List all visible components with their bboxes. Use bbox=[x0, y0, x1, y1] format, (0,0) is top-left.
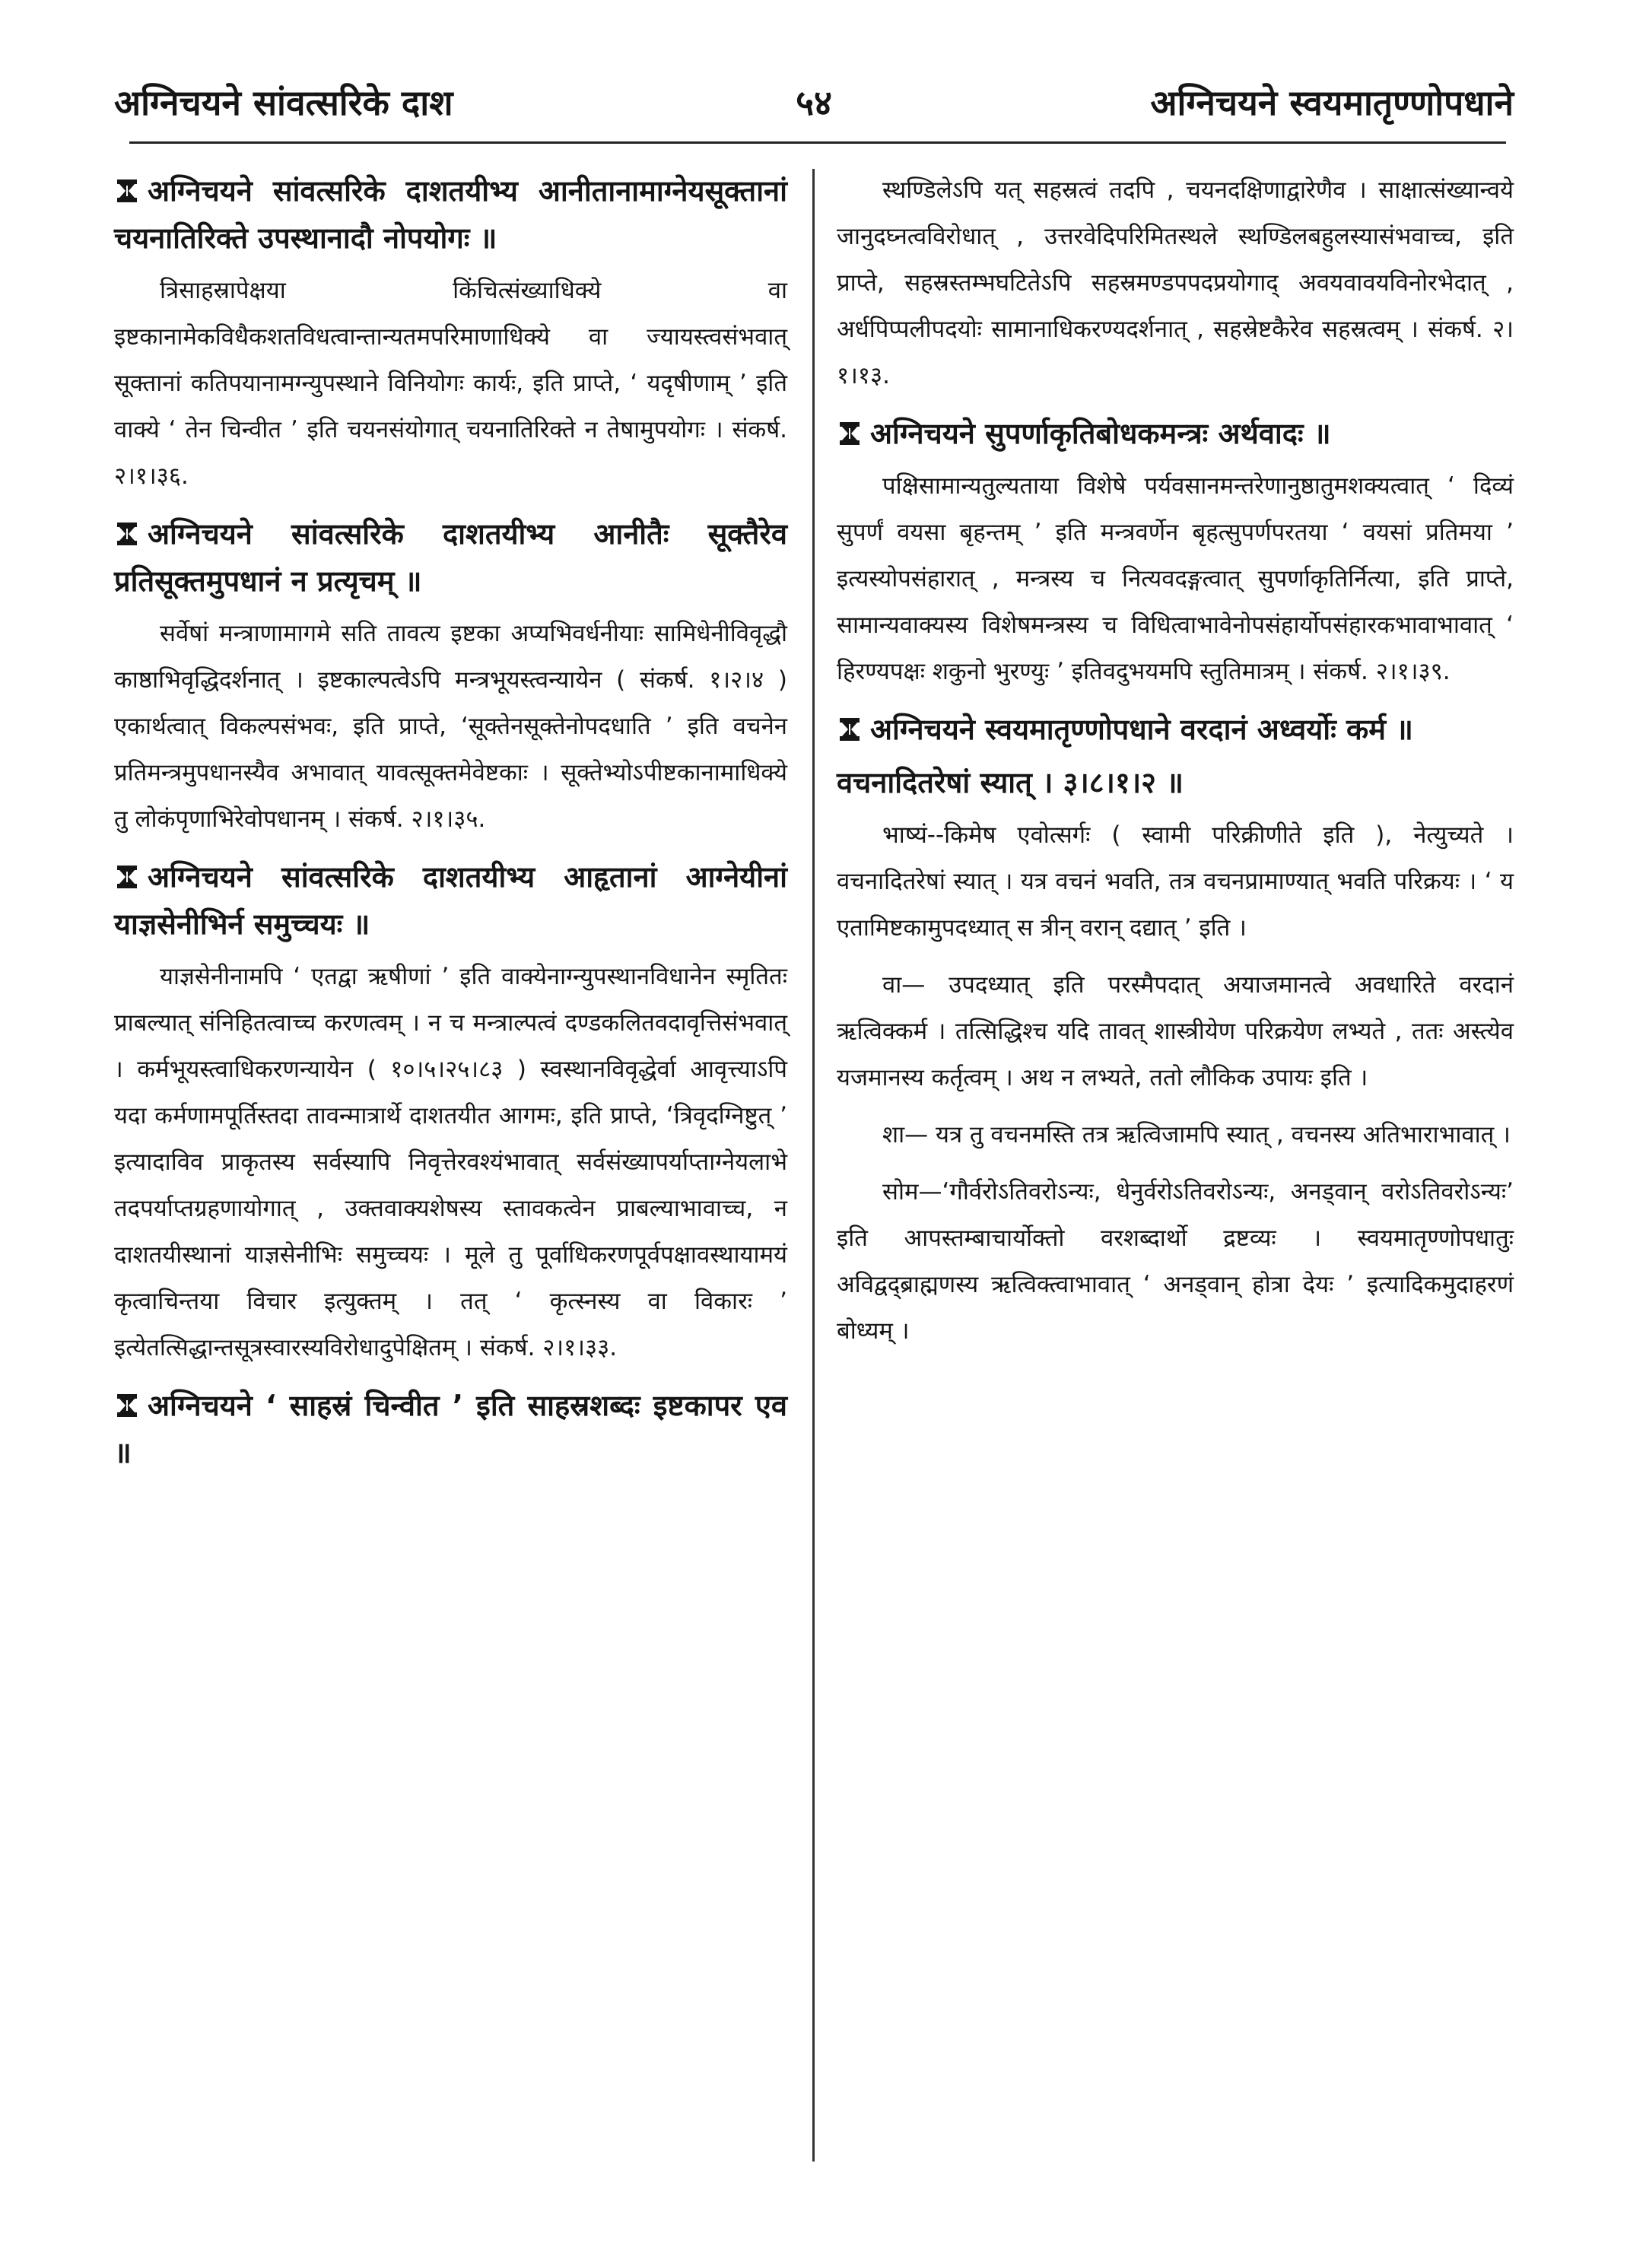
paragraph: सर्वेषां मन्त्राणामागमे सति तावत्य इष्टका अप्यभिवर्धनीयाः सामिधेनीविवृद्धौ काष्ठाभिवृद्धिदर्शनात् । इष्टकाल्पत्वेऽपि मन्त्रभूयस्त्वन्यायेन ( संकर्ष. १।२।४ ) एकार्थत्वात् विकल्पसंभवः, इति प्राप्ते, ‘सूक्तेनसूक्तेनोपदधाति ’ इति वचनेन प्रतिमन्त्रमुपधानस्यैव अभावात् यावत्सूक्तमेवेष्टकाः । सूक्तेभ्योऽपीष्टकानामाधिक्ये तु लोकंपृणाभिरेवोपधानम् । संकर्ष. २।१।३५. bbox=[114, 620, 787, 833]
page-number: ५४ bbox=[796, 82, 832, 123]
commentary-paragraph: वा— उपदध्यात् इति परस्मैपदात् अयाजमानत्वे अवधारिते वरदानं ऋत्विक्कर्म । तत्सिद्धिश्च यदि तावत् शास्त्रीयेण परिक्रयेण लभ्यते , ततः अस्त्येव यजमानस्य कर्तृत्वम् । अथ न लभ्यते, ततो लौकिक उपायः इति । bbox=[837, 971, 1514, 1091]
section-mark-icon bbox=[114, 1393, 140, 1418]
section-heading bbox=[114, 167, 787, 262]
paragraph: स्थण्डिलेऽपि यत् सहस्रत्वं तदपि , चयनदक्षिणाद्वारेणैव । साक्षात्संख्यान्वये जानुदघ्नत्वविरोधात् , उत्तरवेदिपरिमितस्थले स्थण्डिलबहुलस्यासंभवाच्च, इति प्राप्ते, सहस्रस्तम्भघटितेऽपि सहस्रमण्डपपदप्रयोगाद् अवयवावयविनोरभेदात् , अर्धपिप्पलीपदयोः सामानाधिकरण्यदर्शनात् , सहस्रेष्टकैरेव सहस्रत्वम् । संकर्ष. २।१।१३. bbox=[837, 176, 1514, 389]
section-heading bbox=[837, 410, 1514, 457]
section-heading bbox=[114, 510, 787, 605]
header-right-title: अग्निचयने स्वयमातृण्णोपधाने bbox=[1150, 82, 1514, 123]
paragraph: याज्ञसेनीनामपि ‘ एतद्वा ऋषीणां ’ इति वाक्येनाग्न्युपस्थानविधानेन स्मृतितः प्राबल्यात् संनिहितत्वाच्च करणत्वम् । न च मन्त्राल्पत्वं दण्डकलितवदावृत्तिसंभवात् । कर्मभूयस्त्वाधिकरणन्यायेन ( १०।५।२५।८३ ) स्वस्थानविवृद्धेर्वा आवृत्त्याऽपि यदा कर्मणामपूर्तिस्तदा तावन्मात्रार्थे दाशतयीत आगमः, इति प्राप्ते, ‘त्रिवृदग्निष्टुत् ’ इत्यादाविव प्राकृतस्य सर्वस्यापि निवृत्तेरवश्यंभावात् सर्वसंख्यापर्याप्ताग्नेयलाभे तदपर्याप्तग्रहणायोगात् , उक्तवाक्यशेषस्य स्तावकत्वेन प्राबल्याभावाच्च, न दाशतयीस्थानां याज्ञसेनीभिः समुच्चयः । मूले तु पूर्वाधिकरणपूर्वपक्षावस्थायामयं कृत्वाचिन्तया विचार इत्युक्तम् । तत् ‘ कृत्स्नस्य वा विकारः ’ इत्येतत्सिद्धान्तसूत्रस्वारस्यविरोधादुपेक्षितम् । संकर्ष. २।१।३३. bbox=[114, 963, 787, 1361]
commentary-paragraph: सोम—‘गौर्वरोऽतिवरोऽन्यः, धेनुर्वरोऽतिवरोऽन्यः, अनड्वान् वरोऽतिवरोऽन्यः’ इति आपस्तम्बाचार्योक्तो वरशब्दार्थो द्रष्टव्यः । स्वयमातृण्णोपधातुः अविद्वद्ब्राह्मणस्य ऋत्विक्त्वाभावात् ‘ अनड्वान् होत्रा देयः ’ इत्यादिकमुदाहरणं बोध्यम् । bbox=[837, 1178, 1514, 1345]
sutra-line: वचनादितरेषां स्यात् । ३।८।१।२ ॥ bbox=[837, 766, 1184, 799]
section-mark-icon bbox=[837, 716, 863, 742]
paragraph: पक्षिसामान्यतुल्यताया विशेषे पर्यवसानमन्तरेणानुष्ठातुमशक्यत्वात् ‘ दिव्यं सुपर्णं वयसा बृहन्तम् ’ इति मन्त्रवर्णेन बृहत्सुपर्णपरतया ‘ वयसां प्रतिमया ’ इत्यस्योपसंहारात् , मन्त्रस्य च नित्यवदङ्गत्वात् सुपर्णाकृतिर्नित्या, इति प्राप्ते, सामान्यवाक्यस्य विशेषमन्त्रस्य च विधित्वाभावेनोपसंहार्योपसंहारकभावाभावात् ‘ हिरण्यपक्षः शकुनो भुरण्युः ’ इतिवदुभयमपि स्तुतिमात्रम् । संकर्ष. २।१।३९. bbox=[837, 472, 1514, 685]
heading-text: अग्निचयने सांवत्सरिके दाशतयीभ्य आनीतैः सूक्तैरेव प्रतिसूक्तमुपधानं न प्रत्यृचम् ॥ bbox=[114, 517, 787, 598]
section-mark-icon bbox=[114, 521, 140, 547]
section-mark-icon bbox=[837, 421, 863, 446]
heading-text: अग्निचयने ‘ साहस्रं चिन्वीत ’ इति साहस्रशब्दः इष्टकापर एव ॥ bbox=[114, 1389, 787, 1469]
right-column bbox=[837, 167, 1514, 1365]
section-heading bbox=[114, 853, 787, 948]
section-heading bbox=[837, 706, 1514, 753]
running-header bbox=[114, 68, 1514, 137]
section-mark-icon bbox=[114, 864, 140, 890]
bhashya-paragraph: भाष्यं--किमेष एवोत्सर्गः ( स्वामी परिक्रीणीते इति ), नेत्युच्यते । वचनादितरेषां स्यात् । यत्र वचनं भवति, तत्र वचनप्रामाण्यात् भवति परिक्रयः । ‘ य एतामिष्टकामुपदध्यात् स त्रीन् वरान् दद्यात् ’ इति । bbox=[837, 821, 1514, 942]
heading-text: अग्निचयने सांवत्सरिके दाशतयीभ्य आनीतानामाग्नेयसूक्तानां चयनातिरिक्ते उपस्थानादौ नोपयोगः ॥ bbox=[114, 174, 787, 255]
section-heading bbox=[114, 1382, 787, 1476]
heading-text: अग्निचयने सुपर्णाकृतिबोधकमन्त्रः अर्थवादः ॥ bbox=[870, 417, 1331, 450]
paragraph: त्रिसाहस्रापेक्षया किंचित्संख्याधिक्ये वा इष्टकानामेकविधैकशतविधत्वान्तान्यतमपरिमाणाधिक्ये वा ज्यायस्त्वसंभवात् सूक्तानां कतिपयानामग्न्युपस्थाने विनियोगः कार्यः, इति प्राप्ते, ‘ यदृषीणाम् ’ इति वाक्ये ‘ तेन चिन्वीत ’ इति चयनसंयोगात् चयनातिरिक्ते न तेषामुपयोगः । संकर्ष. २।१।३६. bbox=[114, 277, 787, 490]
commentary-paragraph: शा— यत्र तु वचनमस्ति तत्र ऋत्विजामपि स्यात् , वचनस्य अतिभाराभावात् । bbox=[882, 1121, 1511, 1148]
header-left-title: अग्निचयने सांवत्सरिके दाश bbox=[114, 82, 453, 123]
column-divider bbox=[812, 169, 815, 2162]
section-mark-icon bbox=[114, 178, 140, 204]
heading-text: अग्निचयने स्वयमातृण्णोपधाने वरदानं अध्वर्योः कर्म ॥ bbox=[870, 713, 1413, 746]
header-rule bbox=[129, 141, 1506, 144]
left-column bbox=[114, 167, 787, 1482]
heading-text: अग्निचयने सांवत्सरिके दाशतयीभ्य आहृतानां आग्नेयीनां याज्ञसेनीभिर्न समुच्चयः ॥ bbox=[114, 860, 787, 941]
